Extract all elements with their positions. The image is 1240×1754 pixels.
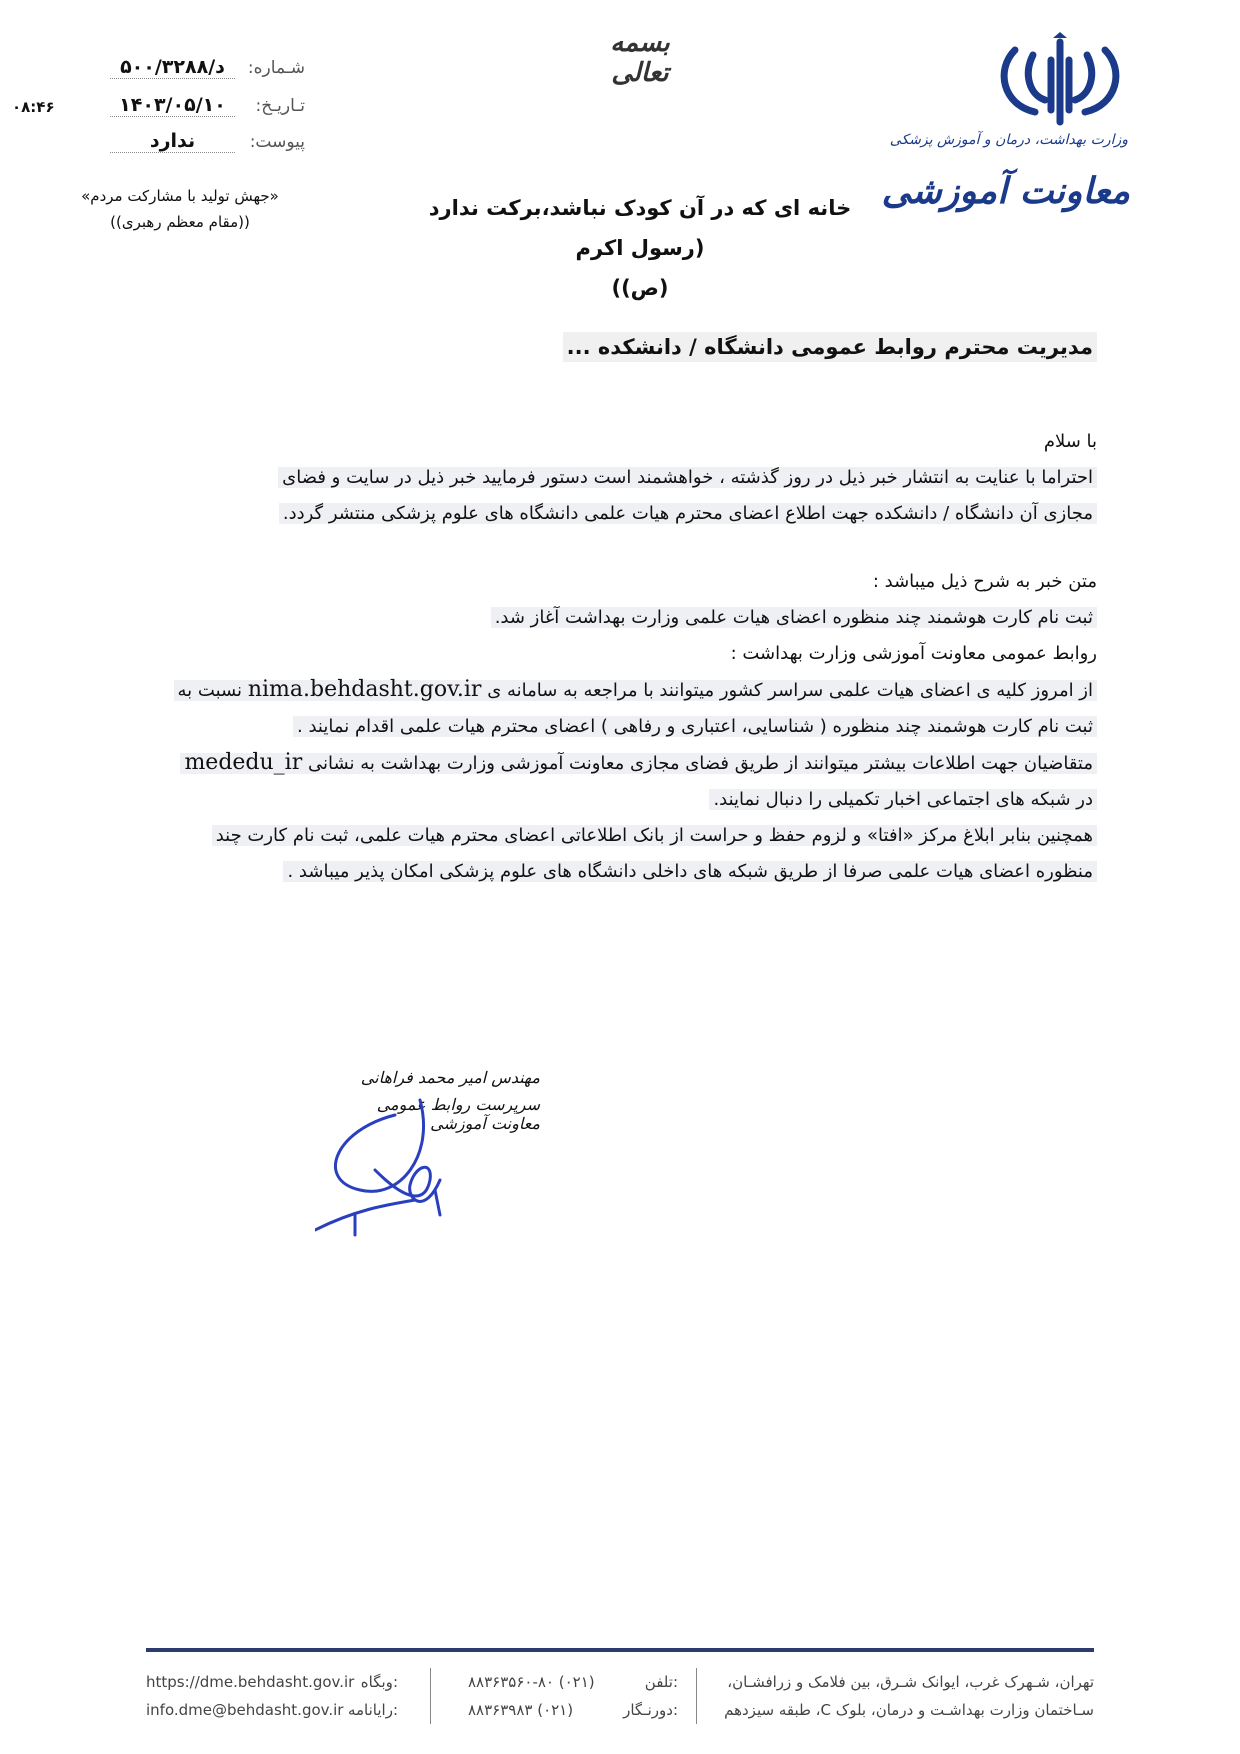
website-link[interactable]: https://dme.behdasht.gov.ir [146,1673,355,1691]
letter-number-row [110,56,305,86]
signer-name: مهندس امیر محمد فراهانی [360,1068,540,1087]
news-title: ثبت نام کارت هوشمند چند منظوره اعضای هیات علمی وزارت بهداشت آغاز شد. [491,607,1097,628]
news-site-address: nima.behdasht.gov.ir [247,677,482,702]
news-paragraph-3-line-2: منظوره اعضای هیات علمی صرفا از طریق شبکه های داخلی دانشگاه های علوم پزشکی امکان پذیر میباشد . [283,861,1097,882]
fax-value: ۸۸۳۶۳۹۸۳ (۰۲۱) [468,1701,574,1719]
ministry-name-small: وزارت بهداشت، درمان و آموزش پزشکی [889,132,1128,148]
signer-title: سرپرست روابط عمومی معاونت آموزشی [376,1095,540,1133]
footer-web [146,1668,398,1724]
hadith [400,188,880,308]
slogan-line-1: «جهش تولید با مشارکت مردم» [81,187,279,205]
news-paragraph-1-part-a: از امروز کلیه ی اعضای هیات علمی سراسر کشور میتوانند با مراجعه به سامانه ی [487,680,1093,701]
news-paragraph-2-line-2: در شبکه های اجتماعی اخبار تکمیلی را دنبال نمایند. [709,789,1097,810]
print-time: ۰۸:۴۶ [12,98,55,116]
letter-attachment-value: ندارد [110,130,235,153]
news-paragraph-2-part-a: متقاضیان جهت اطلاعات بیشتر میتوانند از طریق فضای مجازی معاونت آموزشی وزارت بهداشت به نشانی [307,753,1093,774]
letter-attachment-label: پیوست: [249,132,305,152]
news-paragraph-3-line-1: همچنین بنابر ابلاغ مرکز «افتا» و لزوم حفظ و حراست از بانک اطلاعاتی اعضای محترم هیات علمی، ثبت نام کارت چند [212,825,1097,846]
news-social-handle: mededu_ir [184,750,303,775]
paragraph-1-line-2: مجازی آن دانشگاه / دانشکده جهت اطلاع اعضای محترم هیات علمی دانشگاه های علوم پزشکی منتشر گردد. [279,503,1097,524]
news-paragraph-1-line-2: ثبت نام کارت هوشمند چند منظوره ( شناسایی، اعتباری و رفاهی ) اعضای محترم هیات علمی اقدام نمایند . [293,716,1097,737]
letter-body-news [162,564,1097,890]
letter-body-intro [162,424,1097,532]
news-source: روابط عمومی معاونت آموزشی وزارت بهداشت : [730,643,1097,664]
footer-rule [146,1648,1094,1652]
email-label: رایانامه: [347,1701,398,1719]
basmala: بسمه تعالی [610,28,670,88]
footer-divider [430,1668,431,1724]
letter-date-label: تـاریـخ: [255,96,305,116]
greeting: با سلام [1043,431,1097,452]
letter-date-row [110,94,305,124]
paragraph-1-line-1: احتراما با عنایت به انتشار خبر ذیل در روز گذشته ، خواهشمند است دستور فرمایید خبر ذیل در سایت و فضای [278,467,1097,488]
iran-emblem-icon [985,30,1135,130]
phone-value: ۸۸۳۶۳۵۶۰-۸۰ (۰۲۱) [468,1673,595,1691]
phone-label: تلفن: [644,1673,678,1691]
fax-label: دورنـگار: [623,1701,678,1719]
hadith-line-1: خانه ای که در آن کودک نباشد،برکت ندارد (رسول اکرم [428,196,852,260]
footer-address-line-2: سـاختمان وزارت بهداشـت و درمان، بلوک C، طبقه سیزدهم [724,1701,1094,1719]
slogan [80,183,280,235]
footer-address [724,1668,1094,1724]
letter-number-label: شـماره: [247,58,305,78]
letter-date-value: ۱۴۰۳/۰۵/۱۰ [110,94,235,117]
handwritten-signature-icon [315,1060,535,1240]
letter-number-value: د/۵۰۰/۳۲۸۸ [110,56,235,79]
slogan-line-2: ((مقام معظم رهبری)) [110,213,250,231]
addressee: مدیریت محترم روابط عمومی دانشگاه / دانشکده ... [563,332,1097,362]
ministry-name-big: معاونت آموزشی [881,170,1130,212]
hadith-line-2: (ص)) [611,276,669,300]
footer-contact [468,1668,678,1724]
news-intro: متن خبر به شرح ذیل میباشد : [872,571,1097,592]
footer-divider [696,1668,697,1724]
footer-address-line-1: تهران، شـهرک غرب، ایوانک شـرق، بین فلامک و زرافشـان، [727,1673,1094,1691]
website-label: وبگاه: [360,1673,398,1691]
news-paragraph-1-part-b: نسبت به [177,680,243,701]
email-link[interactable]: info.dme@behdasht.gov.ir [146,1701,344,1719]
letter-attachment-row [110,130,305,160]
